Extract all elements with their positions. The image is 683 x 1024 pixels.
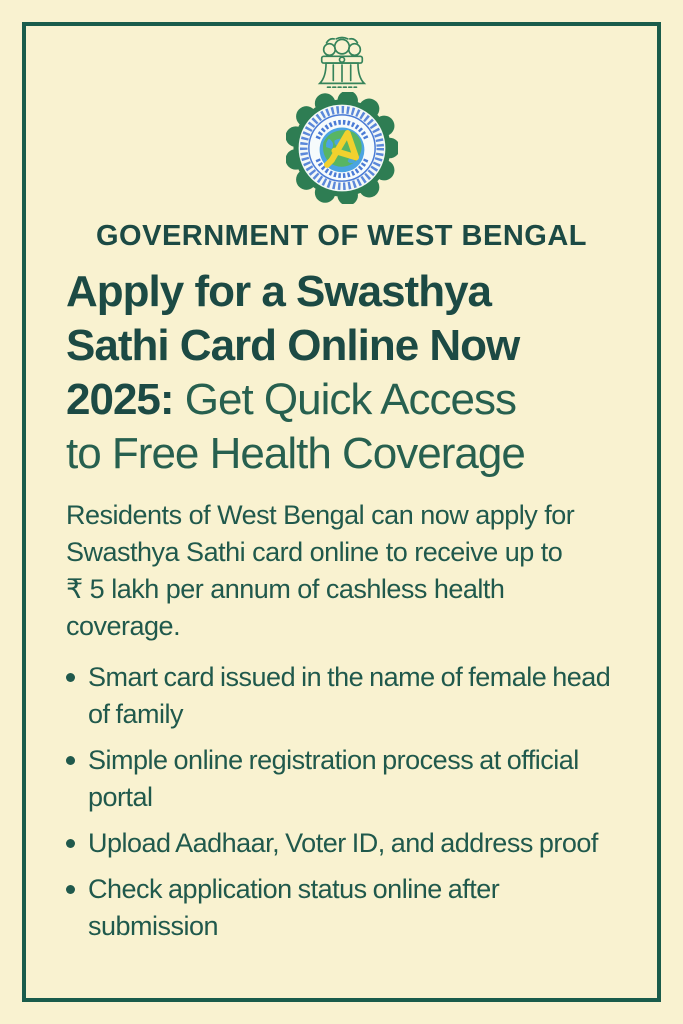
list-item [66,659,622,733]
page-title [66,265,622,481]
title-bold-year: 2025: [66,375,174,424]
bullet-dot-icon [66,673,75,682]
list-item [66,871,622,945]
bullet-dot-icon [66,756,75,765]
title-regular-inline: Get Quick Access [184,375,517,424]
agency-name: GOVERNMENT OF WEST BENGAL [96,220,587,252]
benefit-text: Check application status online after submission [88,874,500,941]
benefits-list [66,659,622,945]
lion-capital-icon [296,36,388,94]
intro-line: Swasthya Sathi card online to receive up to [66,537,563,567]
list-item [66,825,622,862]
title-bold-line-1: Apply for a Swasthya [66,267,492,316]
benefit-text: Smart card issued in the name of female head of family [88,662,611,729]
text-column [66,253,622,954]
west-bengal-government-emblem [286,36,398,204]
intro-paragraph [66,497,622,645]
intro-line: ₹ 5 lakh per annum of cashless health [66,574,505,604]
title-regular-line: to Free Health Coverage [66,429,525,478]
biswa-bangla-globe-seal-icon [286,92,398,204]
intro-line: coverage. [66,611,181,641]
bullet-dot-icon [66,885,75,894]
title-bold-line-2: Sathi Card Online Now [66,321,520,370]
bullet-dot-icon [66,839,75,848]
benefit-text: Upload Aadhaar, Voter ID, and address proof [88,828,598,858]
benefit-text: Simple online registration process at official portal [88,745,579,812]
list-item [66,742,622,816]
intro-line: Residents of West Bengal can now apply for [66,500,575,530]
